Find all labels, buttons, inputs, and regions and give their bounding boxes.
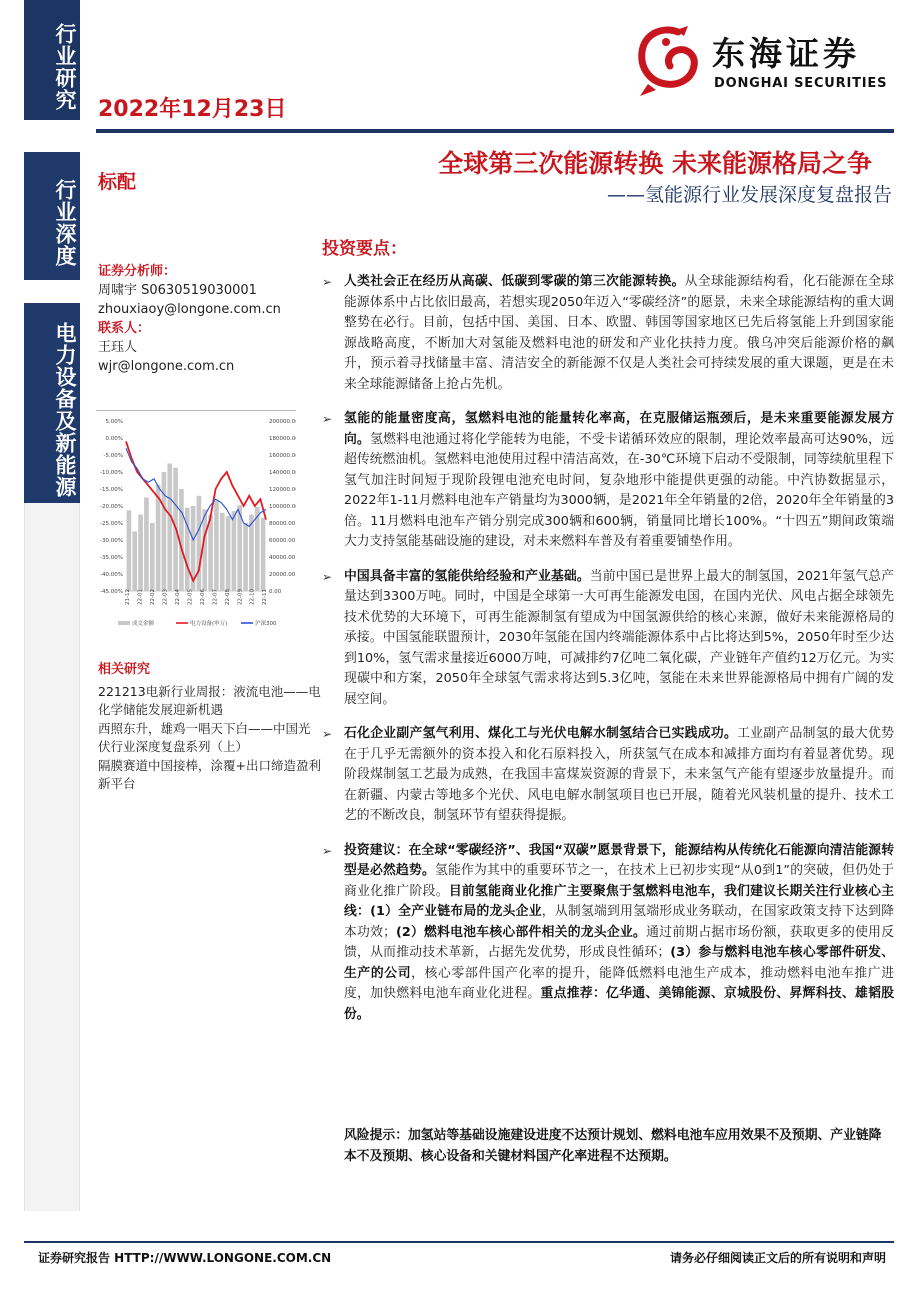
side-tab-sector: 电力设备及新能源 bbox=[24, 303, 80, 503]
advice-mainline: 目前氢能商业化推广主要聚焦于氢燃料电池车，我们建议长期关注行业核心主线：(1）全产业链布局的龙头企业 bbox=[344, 883, 895, 919]
x-tick-label: 22-02 bbox=[149, 589, 156, 605]
volume-bar bbox=[197, 496, 202, 591]
legend-label: 成交金额 bbox=[132, 621, 155, 627]
contact-label: 联系人： bbox=[98, 321, 151, 336]
related-research bbox=[98, 661, 322, 794]
left-tick-label: -20.00% bbox=[100, 504, 123, 510]
volume-bar bbox=[243, 523, 248, 591]
bullet-point bbox=[322, 567, 894, 711]
company-logo bbox=[632, 22, 902, 102]
related-title: 相关研究 bbox=[98, 662, 151, 677]
bullet-text: 氢燃料电池通过将化学能转为电能，不受卡诺循环效应的限制，理论效率最高可达90%，远超传统燃油机。氢燃料电池使用过程中清洁高效，在-30℃环境下启动不受限制，同等续航里程下氢气加注时间短于现阶段锂电池充电时间，复杂地形中能提供更强的动能。中汽协数据显示，2022年1-11月燃料电池车产销量均为3000辆，是2021年全年销量的2倍，2020年全年销量的3倍。11月燃料电池车产销分别完成300辆和600辆，销量同比增长100%。“十四五”期间政策端大力支持氢能基础设施的建设，对未来燃料车普及有着重要铺垫作用。 bbox=[344, 431, 894, 549]
left-tick-label: 5.00% bbox=[105, 419, 123, 425]
right-tick-label: 40000.00 bbox=[269, 555, 296, 561]
footer-website: 证券研究报告 HTTP://WWW.LONGONE.COM.CN bbox=[38, 1251, 332, 1265]
left-tick-label: -25.00% bbox=[100, 521, 123, 527]
volume-bar bbox=[214, 501, 219, 591]
right-tick-label: 140000.00 bbox=[269, 470, 296, 476]
advice-mainline: (2）燃料电池车核心部件相关的龙头企业。 bbox=[395, 924, 647, 940]
advice-label: 投资建议： bbox=[344, 842, 409, 858]
left-tick-label: 0.00% bbox=[105, 436, 123, 442]
right-tick-label: 80000.00 bbox=[269, 521, 296, 527]
volume-bar bbox=[202, 509, 207, 591]
investment-points bbox=[322, 272, 894, 1039]
left-tick-label: -10.00% bbox=[100, 470, 123, 476]
volume-bar bbox=[232, 511, 237, 591]
legend-swatch bbox=[118, 621, 130, 625]
recommended-stocks: 重点推荐：亿华通、美锦能源、京城股份、昇辉科技、雄韬股份。 bbox=[344, 986, 895, 1022]
contact-name: 王珏人 bbox=[98, 340, 138, 355]
legend-label: 沪深300 bbox=[255, 621, 277, 627]
bullet-text: 工业副产品制氢的最大优势在于几乎无需额外的资本投入和化石原料投入，所获氢气在成本和减排方面均有着显著优势。现阶段煤制氢工艺最为成熟，在我国丰富煤炭资源的背景下，未来氢气产能有望逐步放量提升。而在新疆、内蒙古等地多个光伏、风电电解水制氢项目也已开展，随着光风装机量的提升、技术工艺的不断改良，制氢环节有望获得提振。 bbox=[344, 726, 895, 823]
bullet-lead: 石化企业副产氢气利用、煤化工与光伏电解水制氢结合已实践成功。 bbox=[344, 726, 738, 741]
bullet-point bbox=[322, 272, 894, 395]
x-tick-label: 22-08 bbox=[224, 589, 231, 605]
x-tick-label: 22-11 bbox=[262, 589, 269, 605]
left-tick-label: -30.00% bbox=[100, 538, 123, 544]
logo-chinese: 东海证券 bbox=[712, 34, 860, 73]
left-tick-label: -45.00% bbox=[100, 589, 123, 595]
footer-divider bbox=[24, 1241, 894, 1243]
left-tick-label: -35.00% bbox=[100, 555, 123, 561]
advice-text: 氢能作为其中的重要环节之一，在技术上已初步实现“从0到1”的突破，但仍处于商业化推广阶段。 bbox=[344, 863, 895, 899]
x-tick-label: 22-09 bbox=[237, 589, 244, 605]
bullet-text: 当前中国已是世界上最大的制氢国，2021年氢气总产量达到3300万吨。同时，中国是全球第一大可再生能源发电国，在国内光伏、风电占据全球领先技术优势的大环境下，可再生能源制氢有望成为中国氢源供给的核心来源，做好未来能源格局的承接。中国氢能联盟预计，2030年氢能在国内终端能源体系中占比将达到5%，2050年时至少达到10%，氢气需求量接近6000万吨，可减排约7亿吨二氧化碳，产业链年产值约12万亿元。为实现碳中和方案，2050年全球氢气需求将达到5.3亿吨，氢能在未来世界能源格局中拥有广阔的发展空间。 bbox=[344, 568, 894, 707]
related-item: 隔膜赛道中国接棒，涂覆+出口缔造盈利新平台 bbox=[98, 758, 321, 791]
volume-bar bbox=[138, 515, 143, 592]
rating: 标配 bbox=[98, 171, 137, 193]
legend-label: 电力设备(申万) bbox=[190, 621, 228, 627]
volume-bar bbox=[261, 518, 266, 591]
footer-disclaimer: 请务必仔细阅读正文后的所有说明和声明 bbox=[669, 1251, 886, 1265]
right-tick-label: 200000.00 bbox=[269, 419, 296, 425]
left-tick-label: -15.00% bbox=[100, 487, 123, 493]
bullet-text: 从全球能源结构看，化石能源在全球能源体系中占比依旧最高，若想实现2050年迈入“零碳经济”的愿景，未来全球能源结构的重大调整势在必行。目前，包括中国、美国、日本、欧盟、韩国等国家地区已先后将氢能上升到国家能源战略高度，不断加大对氢能及燃料电池的研发和产业化扶持力度。俄乌冲突后能源价格的飙升，预示着寻找储量丰富、清洁安全的新能源不仅是人类社会可持续发展的重大课题，更是在未来全球能源储备上抢占先机。 bbox=[344, 274, 895, 392]
volume-bar bbox=[144, 498, 149, 592]
side-tab-industry-research: 行业研究 bbox=[24, 0, 80, 120]
market-chart bbox=[96, 410, 296, 632]
dragon-logo-icon bbox=[632, 22, 702, 102]
volume-bar bbox=[226, 516, 231, 591]
right-tick-label: 60000.00 bbox=[269, 538, 296, 544]
x-tick-label: 22-10 bbox=[249, 589, 256, 605]
volume-bar bbox=[220, 513, 225, 591]
bullet-lead: 人类社会正在经历从高碳、低碳到零碳的第三次能源转换。 bbox=[344, 274, 685, 289]
volume-bar bbox=[167, 464, 172, 592]
x-tick-label: 22-03 bbox=[162, 589, 169, 605]
logo-english: DONGHAI SECURITIES bbox=[714, 76, 888, 91]
investment-advice bbox=[322, 841, 894, 1026]
volume-bar bbox=[208, 515, 213, 592]
advice-text: ，核心零部件国产化率的提升，能降低燃料电池生产成本，推动燃料电池车推广进度，加快燃料电池车商业化进程。 bbox=[344, 965, 895, 1001]
advice-mainline: (3）参与燃料电池车核心零部件研发、生产的公司 bbox=[344, 945, 894, 981]
volume-bar bbox=[162, 472, 167, 591]
analyst-name: 周啸宇 S0630519030001 bbox=[98, 283, 257, 298]
advice-text: ，从制氢端到用氢端形成业务联动，在国家政策支持下达到降本功效； bbox=[344, 904, 894, 940]
market-chart-svg bbox=[96, 411, 296, 633]
bullet-lead: 氢能的能量密度高，氢燃料电池的能量转化率高，在克服储运瓶颈后，是未来重要能源发展方向。 bbox=[344, 411, 894, 447]
x-tick-label: 22-04 bbox=[174, 589, 181, 605]
volume-bar bbox=[127, 510, 132, 591]
right-tick-label: 120000.00 bbox=[269, 487, 296, 493]
volume-bar bbox=[132, 532, 137, 592]
side-strip bbox=[24, 503, 80, 1211]
right-tick-label: 20000.00 bbox=[269, 572, 296, 578]
x-tick-label: 22-06 bbox=[199, 589, 206, 605]
related-item: 221213电新行业周报：液流电池——电化学储能发展迎新机遇 bbox=[98, 684, 321, 717]
report-subtitle: ——氢能源行业发展深度复盘报告 bbox=[606, 184, 892, 206]
volume-bar bbox=[255, 507, 260, 591]
report-date: 2022年12月23日 bbox=[98, 97, 287, 122]
header-divider bbox=[96, 129, 894, 133]
advice-text: 通过前期占据市场份额，获取更多的使用反馈，从而推动技术革新，占据先发优势，形成良性循环； bbox=[344, 924, 895, 960]
right-tick-label: 160000.00 bbox=[269, 453, 296, 459]
analyst-label: 证券分析师： bbox=[98, 264, 177, 279]
report-title: 全球第三次能源转换 未来能源格局之争 bbox=[438, 149, 872, 178]
section-title: 投资要点： bbox=[322, 239, 407, 259]
left-tick-label: -5.00% bbox=[103, 453, 123, 459]
analyst-email: zhouxiaoy@longone.com.cn bbox=[98, 302, 281, 317]
right-tick-label: 100000.00 bbox=[269, 504, 296, 510]
x-tick-label: 21-12 bbox=[125, 589, 131, 605]
x-tick-label: 22-07 bbox=[212, 589, 219, 605]
right-tick-label: 0.00 bbox=[269, 589, 282, 595]
analyst-info bbox=[98, 262, 298, 376]
bullet-lead: 中国具备丰富的氢能供给经验和产业基础。 bbox=[344, 568, 590, 584]
risk-warning: 风险提示：加氢站等基础设施建设进度不达预计规划、燃料电池车应用效果不及预期、产业链降本不及预期、核心设备和关键材料国产化率进程不达预期。 bbox=[344, 1128, 882, 1164]
left-tick-label: -40.00% bbox=[100, 572, 123, 578]
advice-lead: 在全球“零碳经济”、我国“双碳”愿景背景下，能源结构从传统化石能源向清洁能源转型是必然趋势。 bbox=[344, 842, 894, 878]
related-item: 西照东升，雄鸡一唱天下白——中国光伏行业深度复盘系列（上） bbox=[98, 721, 311, 754]
x-tick-label: 22-05 bbox=[187, 589, 194, 605]
right-tick-label: 180000.00 bbox=[269, 436, 296, 442]
contact-email: wjr@longone.com.cn bbox=[98, 359, 235, 374]
bullet-point bbox=[322, 409, 894, 553]
x-tick-label: 22-01 bbox=[137, 589, 144, 605]
bullet-point bbox=[322, 724, 894, 827]
volume-bar bbox=[150, 523, 155, 591]
side-tab-industry-depth: 行业深度 bbox=[24, 152, 80, 280]
